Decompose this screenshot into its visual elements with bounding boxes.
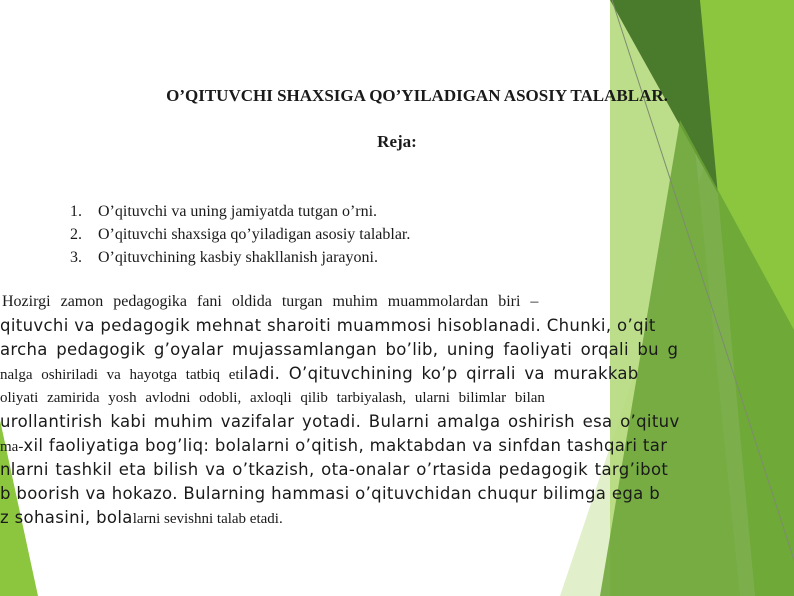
paragraph-line: oliyati zamirida yosh avlodni odobli, axloqli qilib tarbiyalash, ularni bilimlar bilan [0,390,545,406]
paragraph-line: ma-xil faoliyatiga bog’liq: bolalarni o’qitish, maktabdan va sinfdan tashqari tar [0,436,668,455]
paragraph-line: b boorish va hokazo. Bularning hammasi o’qituvchidan chuqur bilimga ega b [0,484,661,503]
paragraph-line: z sohasini, bolalarni sevishni talab etadi. [0,508,283,527]
plan-item [70,246,410,269]
paragraph-line: archa pedagogik g’oyalar mujassamlangan bo’lib, uning faoliyati orqali bu g [0,340,679,359]
plan-item-text: O’qituvchi va uning jamiyatda tutgan o’rni. [98,203,378,220]
plan-item-text: O’qituvchining kasbiy shakllanish jarayoni. [98,249,378,266]
plan-item-number: 1. [70,203,82,220]
document-title: O’QITUVCHI SHAXSIGA QO’YILADIGAN ASOSIY TALABLAR. [166,86,668,105]
plan-item-number: 2. [70,226,82,243]
paragraph-line: nlarni tashkil eta bilish va o’tkazish, ota-onalar o’rtasida pedagogik targ’ibot [0,460,669,479]
paragraph-line: Hozirgi zamon pedagogika fani oldida turgan muhim muammolardan biri – [2,293,539,310]
plan-item-text: O’qituvchi shaxsiga qo’yiladigan asosiy talablar. [98,226,411,243]
plan-item [70,223,410,246]
plan-item [70,200,410,223]
paragraph-line: urollantirish kabi muhim vazifalar yotadi. Bularni amalga oshirish esa o’qituv [0,412,680,431]
plan-heading: Reja: [377,132,417,151]
paragraph-line: qituvchi va pedagogik mehnat sharoiti muammosi hisoblanadi. Chunki, o’qit [0,316,656,335]
plan-item-number: 3. [70,249,82,266]
plan-list [70,200,410,269]
paragraph-line: nalga oshiriladi va hayotga tatbiq etiladi. O’qituvchining ko’p qirrali va murakkab [0,364,639,383]
